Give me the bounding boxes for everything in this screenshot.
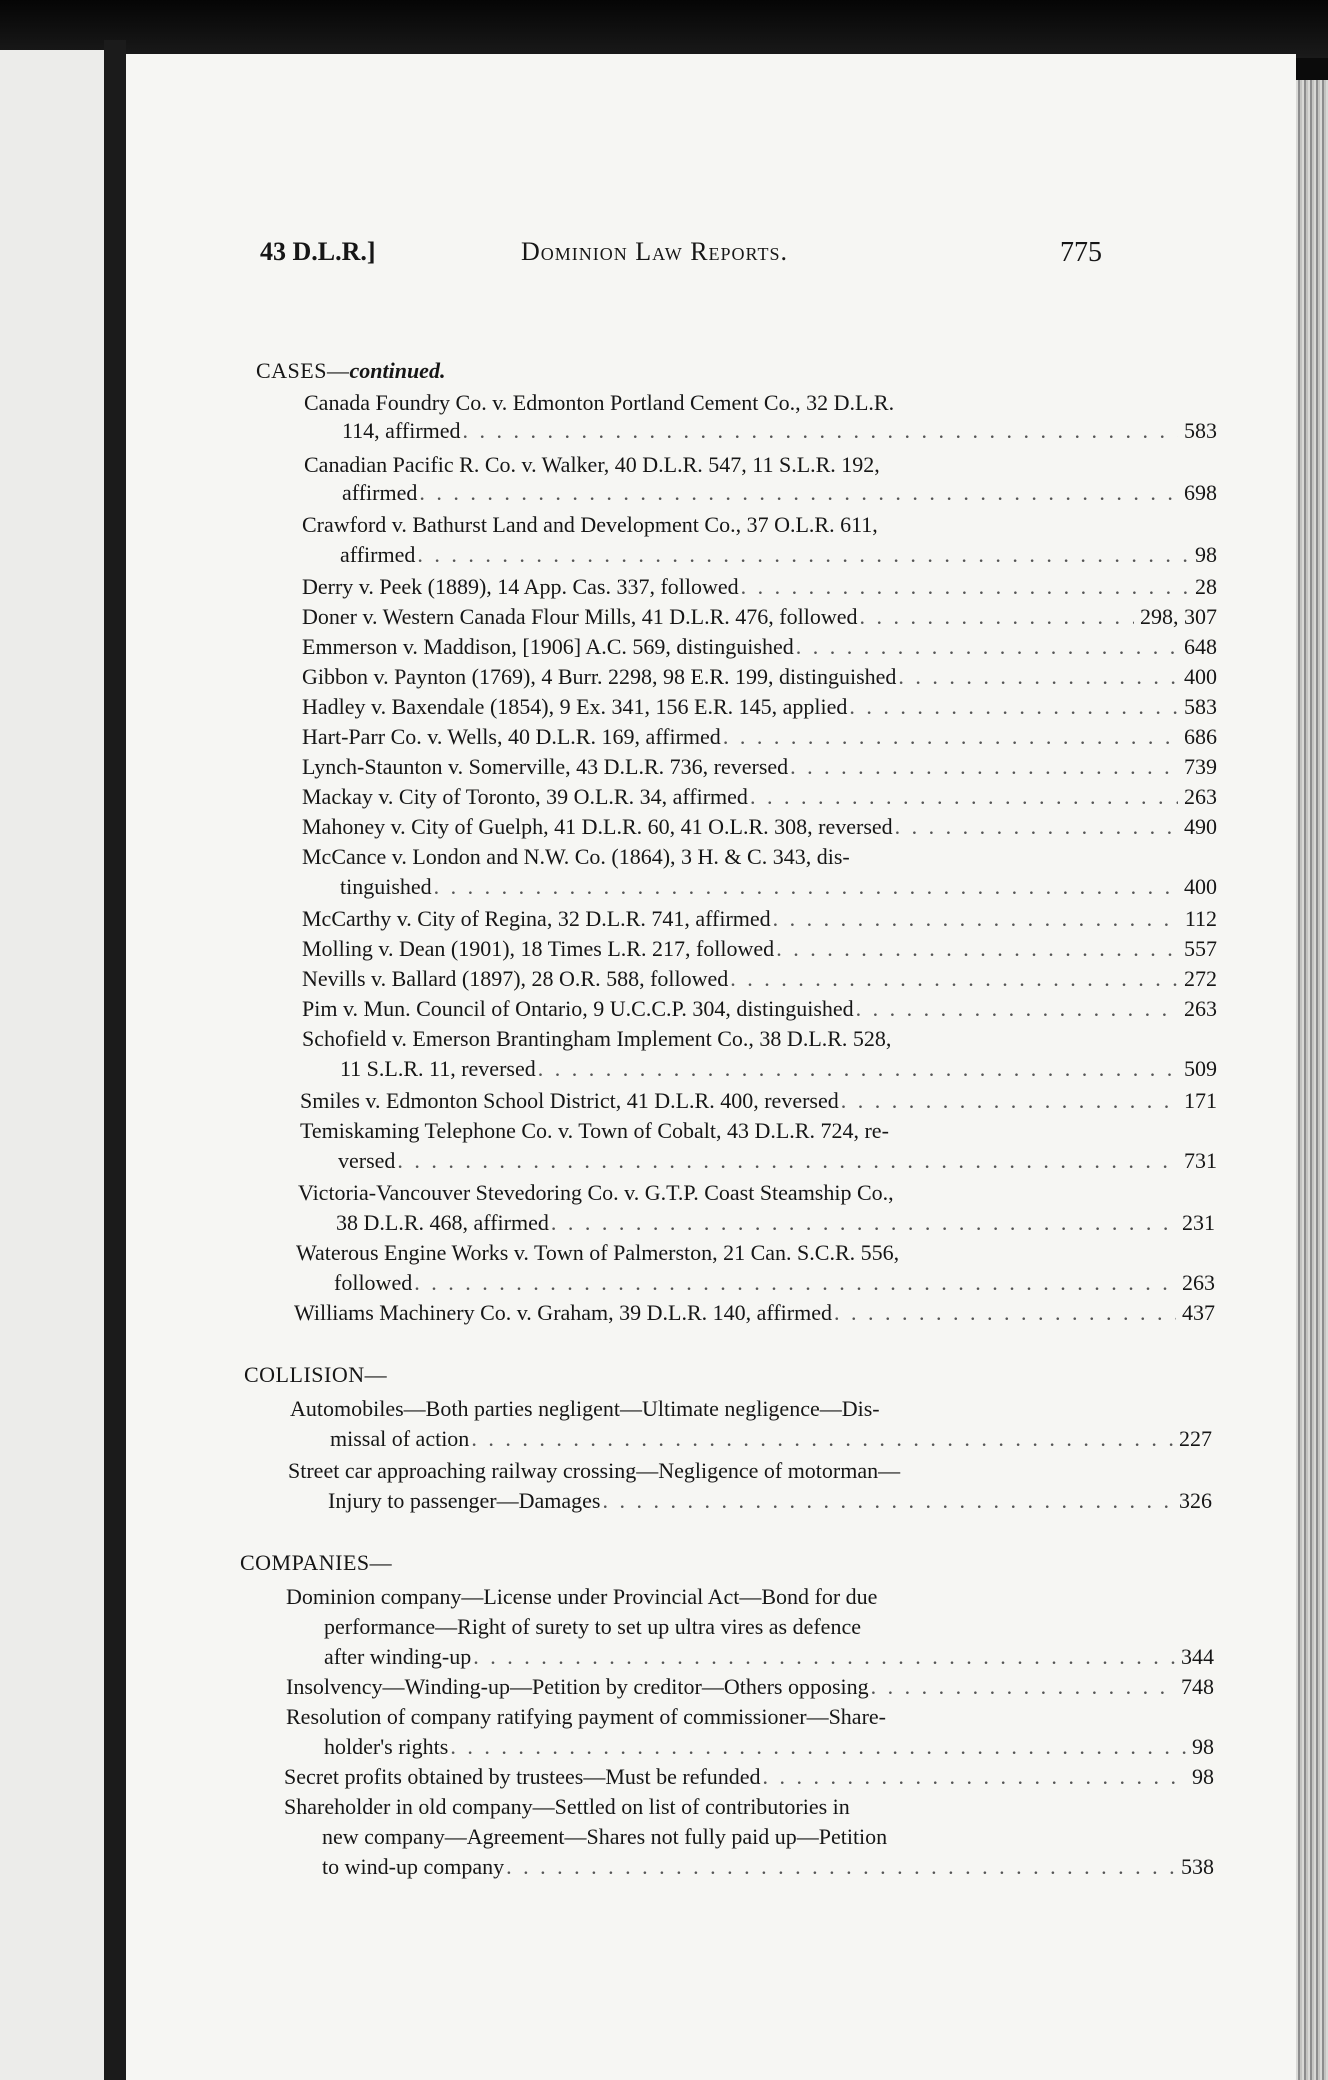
page-ref: 272 bbox=[1184, 966, 1217, 991]
page-ref: 509 bbox=[1184, 1056, 1217, 1081]
dot-leader bbox=[796, 634, 1178, 660]
page-ref: 98 bbox=[1195, 542, 1217, 567]
index-line: Hadley v. Baxendale (1854), 9 Ex. 341, 156 E.R. 145, applied . . . 583 bbox=[302, 694, 1217, 720]
dot-leader bbox=[434, 874, 1178, 900]
index-line: Mahoney v. City of Guelph, 41 D.L.R. 60, 41 O.L.R. 308, reversed . . . 490 bbox=[302, 814, 1217, 840]
index-line: performance—Right of surety to set up ultra vires as defence bbox=[324, 1614, 861, 1639]
page-ref: 538 bbox=[1181, 1854, 1214, 1879]
index-line: Mackay v. City of Toronto, 39 O.L.R. 34, affirmed . . . 263 bbox=[302, 784, 1217, 810]
index-line: affirmed . . . 98 bbox=[340, 542, 1217, 568]
dot-leader bbox=[841, 1088, 1178, 1114]
page-ref: 437 bbox=[1182, 1300, 1215, 1325]
dot-leader bbox=[723, 724, 1178, 750]
index-line: Canadian Pacific R. Co. v. Walker, 40 D.L.R. 547, 11 S.L.R. 192, bbox=[304, 452, 880, 477]
dot-leader bbox=[741, 574, 1189, 600]
index-line: 11 S.L.R. 11, reversed . . . 509 bbox=[340, 1056, 1217, 1082]
heading-text: CASES— bbox=[256, 358, 350, 383]
page-ref: 490 bbox=[1184, 814, 1217, 839]
dot-leader bbox=[419, 480, 1178, 506]
dot-leader bbox=[776, 936, 1178, 962]
index-line: McCance v. London and N.W. Co. (1864), 3 H. & C. 343, dis- bbox=[302, 844, 850, 869]
index-line: Temiskaming Telephone Co. v. Town of Cobalt, 43 D.L.R. 724, re- bbox=[300, 1118, 889, 1143]
index-line: 38 D.L.R. 468, affirmed . . . 231 bbox=[336, 1210, 1215, 1236]
index-line: Insolvency—Winding-up—Petition by creditor—Others opposing . . . 748 bbox=[286, 1674, 1214, 1700]
index-line: Canada Foundry Co. v. Edmonton Portland Cement Co., 32 D.L.R. bbox=[304, 390, 895, 415]
dot-leader bbox=[849, 694, 1178, 720]
page-ref: 231 bbox=[1182, 1210, 1215, 1235]
index-line: 114, affirmed . . . 583 bbox=[342, 418, 1217, 444]
dot-leader bbox=[856, 996, 1178, 1022]
page-ref: 263 bbox=[1182, 1270, 1215, 1295]
dot-leader bbox=[450, 1734, 1186, 1760]
page-ref: 698 bbox=[1184, 480, 1217, 505]
dot-leader bbox=[417, 542, 1189, 568]
index-line: tinguished . . . 400 bbox=[340, 874, 1217, 900]
page-ref: 326 bbox=[1179, 1488, 1212, 1513]
index-line: Nevills v. Ballard (1897), 28 O.R. 588, followed . . . 272 bbox=[302, 966, 1217, 992]
dot-leader bbox=[397, 1148, 1178, 1174]
dot-leader bbox=[895, 814, 1178, 840]
page-number: 775 bbox=[1060, 237, 1102, 268]
page-ref: 171 bbox=[1184, 1088, 1217, 1113]
index-line: Injury to passenger—Damages . . . 326 bbox=[328, 1488, 1212, 1514]
index-line: Shareholder in old company—Settled on list of contributories in bbox=[284, 1794, 850, 1819]
index-line: Crawford v. Bathurst Land and Development Co., 37 O.L.R. 611, bbox=[302, 512, 878, 537]
page-ref: 263 bbox=[1184, 784, 1217, 809]
page-ref: 731 bbox=[1184, 1148, 1217, 1173]
page-ref: 583 bbox=[1184, 694, 1217, 719]
page-ref: 686 bbox=[1184, 724, 1217, 749]
index-line: new company—Agreement—Shares not fully paid up—Petition bbox=[322, 1824, 888, 1849]
running-title: Dominion Law Reports. bbox=[521, 237, 788, 266]
page-ref: 227 bbox=[1179, 1426, 1212, 1451]
index-line: missal of action . . . 227 bbox=[330, 1426, 1212, 1452]
dot-leader bbox=[471, 1426, 1173, 1452]
page-ref: 648 bbox=[1184, 634, 1217, 659]
page-ref: 298, 307 bbox=[1140, 604, 1217, 629]
page-ref: 583 bbox=[1184, 418, 1217, 443]
index-line: Doner v. Western Canada Flour Mills, 41 D.L.R. 476, followed . . . 298, 307 bbox=[302, 604, 1217, 630]
page-ref: 400 bbox=[1184, 664, 1217, 689]
section-heading-collision: COLLISION— bbox=[244, 1362, 388, 1387]
index-line: versed . . . 731 bbox=[338, 1148, 1217, 1174]
index-line: Automobiles—Both parties negligent—Ultimate negligence—Dis- bbox=[290, 1396, 880, 1421]
book-page bbox=[126, 54, 1296, 2080]
dot-leader bbox=[871, 1674, 1175, 1700]
dot-leader bbox=[834, 1300, 1176, 1326]
index-line: Molling v. Dean (1901), 18 Times L.R. 217, followed . . . 557 bbox=[302, 936, 1217, 962]
index-line: Derry v. Peek (1889), 14 App. Cas. 337, followed . . . 28 bbox=[302, 574, 1217, 600]
facing-page-edge bbox=[0, 50, 107, 2080]
page-ref: 98 bbox=[1192, 1764, 1214, 1789]
index-line: Hart-Parr Co. v. Wells, 40 D.L.R. 169, affirmed . . . 686 bbox=[302, 724, 1217, 750]
section-heading-cases bbox=[256, 358, 445, 384]
dot-leader bbox=[551, 1210, 1176, 1236]
index-line: Street car approaching railway crossing—Negligence of motorman— bbox=[288, 1458, 901, 1483]
page-ref: 344 bbox=[1181, 1644, 1214, 1669]
page-ref: 739 bbox=[1184, 754, 1217, 779]
dot-leader bbox=[750, 784, 1178, 810]
index-line: after winding-up . . . 344 bbox=[324, 1644, 1214, 1670]
index-line: Lynch-Staunton v. Somerville, 43 D.L.R. 736, reversed . . . 739 bbox=[302, 754, 1217, 780]
index-line: affirmed . . . 698 bbox=[342, 480, 1217, 506]
index-line: Gibbon v. Paynton (1769), 4 Burr. 2298, 98 E.R. 199, distinguished . . . 400 bbox=[302, 664, 1217, 690]
index-line: Secret profits obtained by trustees—Must be refunded . . . 98 bbox=[284, 1764, 1214, 1790]
page-content bbox=[126, 54, 1296, 2080]
dot-leader bbox=[730, 966, 1178, 992]
page-ref: 557 bbox=[1184, 936, 1217, 961]
index-line: holder's rights . . . 98 bbox=[324, 1734, 1214, 1760]
index-line: Pim v. Mun. Council of Ontario, 9 U.C.C.P. 304, distinguished . . . 263 bbox=[302, 996, 1217, 1022]
index-line: followed . . . 263 bbox=[334, 1270, 1215, 1296]
page-ref: 263 bbox=[1184, 996, 1217, 1021]
dot-leader bbox=[790, 754, 1178, 780]
page-ref: 98 bbox=[1192, 1734, 1214, 1759]
volume-label: 43 D.L.R.] bbox=[260, 237, 376, 266]
dot-leader bbox=[763, 1764, 1186, 1790]
index-line: Schofield v. Emerson Brantingham Implement Co., 38 D.L.R. 528, bbox=[302, 1026, 892, 1051]
index-line: Waterous Engine Works v. Town of Palmerston, 21 Can. S.C.R. 556, bbox=[296, 1240, 900, 1265]
page-ref: 400 bbox=[1184, 874, 1217, 899]
dot-leader bbox=[538, 1056, 1178, 1082]
index-line: Dominion company—License under Provincial Act—Bond for due bbox=[286, 1584, 878, 1609]
index-line: Emmerson v. Maddison, [1906] A.C. 569, distinguished . . . 648 bbox=[302, 634, 1217, 660]
dot-leader bbox=[773, 906, 1179, 932]
dot-leader bbox=[473, 1644, 1175, 1670]
dot-leader bbox=[898, 664, 1178, 690]
index-line: Williams Machinery Co. v. Graham, 39 D.L.R. 140, affirmed . . . 437 bbox=[294, 1300, 1215, 1326]
index-line: Victoria-Vancouver Stevedoring Co. v. G.T.P. Coast Steamship Co., bbox=[298, 1180, 894, 1205]
book-gutter bbox=[104, 40, 126, 2080]
index-line: Resolution of company ratifying payment of commissioner—Share- bbox=[286, 1704, 886, 1729]
section-heading-companies: COMPANIES— bbox=[240, 1550, 393, 1575]
page-ref: 748 bbox=[1181, 1674, 1214, 1699]
page-ref: 112 bbox=[1184, 906, 1217, 931]
dot-leader bbox=[860, 604, 1135, 630]
index-line: Smiles v. Edmonton School District, 41 D.L.R. 400, reversed . . . 171 bbox=[300, 1088, 1217, 1114]
dot-leader bbox=[602, 1488, 1173, 1514]
dot-leader bbox=[414, 1270, 1176, 1296]
page-ref: 28 bbox=[1195, 574, 1217, 599]
continued-label: continued. bbox=[349, 358, 446, 383]
index-line: to wind-up company . . . 538 bbox=[322, 1854, 1214, 1880]
dot-leader bbox=[463, 418, 1178, 444]
top-shadow bbox=[0, 0, 1328, 58]
index-line: McCarthy v. City of Regina, 32 D.L.R. 741, affirmed . . . 112 bbox=[302, 906, 1217, 932]
dot-leader bbox=[506, 1854, 1175, 1880]
